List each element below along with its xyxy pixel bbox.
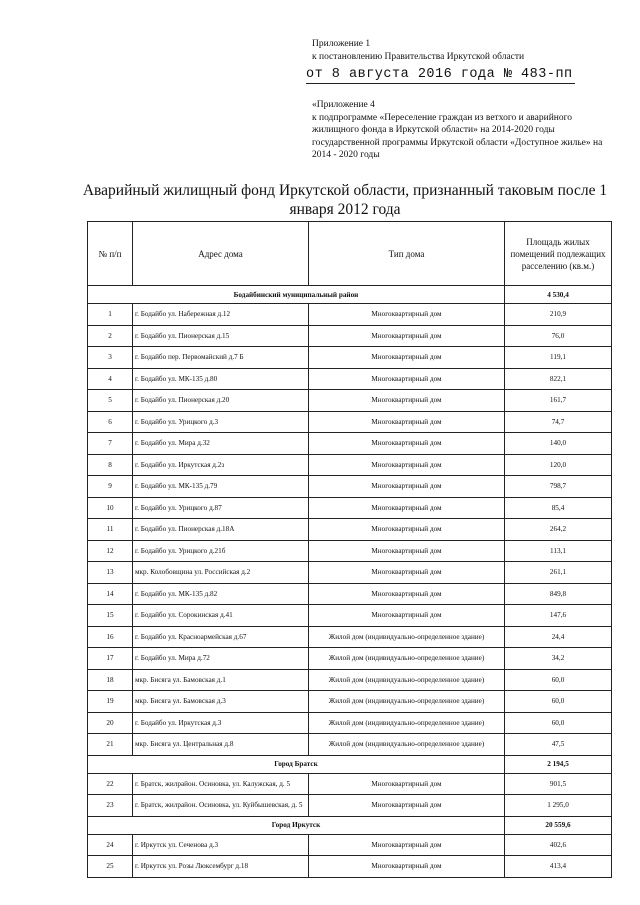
- row-house-type: Многоквартирный дом: [309, 519, 505, 541]
- row-number: 24: [88, 834, 133, 856]
- row-house-type: Многоквартирный дом: [309, 540, 505, 562]
- row-house-type: Жилой дом (индивидуально-определенное здание): [309, 712, 505, 734]
- table-row: [88, 795, 612, 817]
- row-number: 14: [88, 583, 133, 605]
- row-house-type: Многоквартирный дом: [309, 834, 505, 856]
- row-area: 413,4: [505, 856, 612, 878]
- row-house-type: Жилой дом (индивидуально-определенное здание): [309, 734, 505, 756]
- table-row: [88, 856, 612, 878]
- appendix1-to: к постановлению Правительства Иркутской области: [312, 51, 525, 62]
- table-row: [88, 648, 612, 670]
- table-header-row: [88, 222, 612, 286]
- row-area: 76,0: [505, 325, 612, 347]
- decree-stamp: от 8 августа 2016 года № 483-пп: [306, 67, 573, 82]
- table-row: [88, 773, 612, 795]
- row-area: 210,9: [505, 304, 612, 326]
- row-area: 822,1: [505, 368, 612, 390]
- row-house-type: Многоквартирный дом: [309, 795, 505, 817]
- row-address: г. Братск, жилрайон. Осиновка, ул. Куйбышевская, д. 5: [133, 795, 309, 817]
- table-row: [88, 605, 612, 627]
- section-total: 20 559,6: [505, 816, 612, 834]
- row-area: 120,0: [505, 454, 612, 476]
- row-house-type: Многоквартирный дом: [309, 347, 505, 369]
- row-number: 10: [88, 497, 133, 519]
- row-number: 22: [88, 773, 133, 795]
- row-area: 261,1: [505, 562, 612, 584]
- row-area: 119,1: [505, 347, 612, 369]
- table-row: [88, 454, 612, 476]
- section-row: [88, 755, 612, 773]
- table-body: [88, 286, 612, 878]
- row-house-type: Многоквартирный дом: [309, 773, 505, 795]
- table-row: [88, 497, 612, 519]
- row-number: 12: [88, 540, 133, 562]
- col-type-header: Тип дома: [309, 222, 505, 286]
- row-address: г. Бодайбо ул. Мира д.32: [133, 433, 309, 455]
- table-row: [88, 583, 612, 605]
- col-addr-header: Адрес дома: [133, 222, 309, 286]
- row-address: г. Иркутск ул. Розы Люксембург д.18: [133, 856, 309, 878]
- appendix1-header: [312, 38, 524, 63]
- section-name: Город Братск: [88, 755, 505, 773]
- appendix4-text: к подпрограмме «Переселение граждан из ветхого и аварийного жилищного фонда в Иркутской области» на 2014-2020 годы государственной программы Иркутской области «Доступное жилье» на 2014 - 2020 годы: [312, 112, 603, 160]
- row-number: 4: [88, 368, 133, 390]
- appendix4-label: «Приложение 4: [312, 100, 375, 110]
- row-number: 23: [88, 795, 133, 817]
- row-number: 17: [88, 648, 133, 670]
- page-title: Аварийный жилищный фонд Иркутской области, признанный таковым после 1 января 2012 года: [82, 182, 608, 218]
- row-number: 1: [88, 304, 133, 326]
- row-area: 74,7: [505, 411, 612, 433]
- table-row: [88, 734, 612, 756]
- row-address: г. Бодайбо ул. Сорокинская д.41: [133, 605, 309, 627]
- table-row: [88, 433, 612, 455]
- col-area-header: Площадь жилых помещений подлежащих расселению (кв.м.): [505, 222, 612, 286]
- row-number: 18: [88, 669, 133, 691]
- section-total: 4 530,4: [505, 286, 612, 304]
- row-area: 113,1: [505, 540, 612, 562]
- row-number: 3: [88, 347, 133, 369]
- row-house-type: Многоквартирный дом: [309, 497, 505, 519]
- row-address: мкр. Бисяга ул. Бамовская д.1: [133, 669, 309, 691]
- row-house-type: Жилой дом (индивидуально-определенное здание): [309, 691, 505, 713]
- row-address: мкр. Колобовщина ул. Российская д.2: [133, 562, 309, 584]
- section-name: Город Иркутск: [88, 816, 505, 834]
- row-address: г. Бодайбо ул. Урицкого д.3: [133, 411, 309, 433]
- row-address: г. Бодайбо ул. Урицкого д.21б: [133, 540, 309, 562]
- row-area: 1 295,0: [505, 795, 612, 817]
- row-house-type: Многоквартирный дом: [309, 390, 505, 412]
- row-area: 161,7: [505, 390, 612, 412]
- row-address: г. Бодайбо ул. Пионерская д.15: [133, 325, 309, 347]
- appendix1-label: Приложение 1: [312, 39, 371, 49]
- row-area: 47,5: [505, 734, 612, 756]
- row-area: 60,0: [505, 669, 612, 691]
- row-address: г. Бодайбо ул. Иркутская д.2з: [133, 454, 309, 476]
- row-address: г. Бодайбо ул. Пионерская д.18А: [133, 519, 309, 541]
- row-area: 60,0: [505, 712, 612, 734]
- row-house-type: Жилой дом (индивидуально-определенное здание): [309, 669, 505, 691]
- row-area: 85,4: [505, 497, 612, 519]
- section-total: 2 194,5: [505, 755, 612, 773]
- row-area: 60,0: [505, 691, 612, 713]
- row-number: 11: [88, 519, 133, 541]
- row-address: г. Бодайбо пер. Первомайский д.7 Б: [133, 347, 309, 369]
- table-row: [88, 691, 612, 713]
- row-address: г. Бодайбо ул. Иркутская д.3: [133, 712, 309, 734]
- row-number: 7: [88, 433, 133, 455]
- row-address: мкр. Бисяга ул. Центральная д.8: [133, 734, 309, 756]
- row-address: г. Бодайбо ул. Красноармейская д.67: [133, 626, 309, 648]
- row-address: г. Бодайбо ул. Мира д.72: [133, 648, 309, 670]
- row-number: 15: [88, 605, 133, 627]
- row-address: г. Бодайбо ул. Набережная д.12: [133, 304, 309, 326]
- row-house-type: Многоквартирный дом: [309, 433, 505, 455]
- appendix4-header: [312, 99, 612, 162]
- row-number: 13: [88, 562, 133, 584]
- row-number: 25: [88, 856, 133, 878]
- row-house-type: Многоквартирный дом: [309, 325, 505, 347]
- section-row: [88, 816, 612, 834]
- row-number: 19: [88, 691, 133, 713]
- table-row: [88, 626, 612, 648]
- row-house-type: Многоквартирный дом: [309, 856, 505, 878]
- row-house-type: Многоквартирный дом: [309, 562, 505, 584]
- table-row: [88, 540, 612, 562]
- row-number: 20: [88, 712, 133, 734]
- row-house-type: Многоквартирный дом: [309, 368, 505, 390]
- row-number: 2: [88, 325, 133, 347]
- section-name: Бодайбинский муниципальный район: [88, 286, 505, 304]
- row-house-type: Многоквартирный дом: [309, 454, 505, 476]
- table-row: [88, 347, 612, 369]
- table-row: [88, 834, 612, 856]
- row-house-type: Многоквартирный дом: [309, 304, 505, 326]
- table-row: [88, 562, 612, 584]
- row-address: мкр. Бисяга ул. Бамовская д.3: [133, 691, 309, 713]
- row-area: 264,2: [505, 519, 612, 541]
- row-number: 6: [88, 411, 133, 433]
- table-row: [88, 325, 612, 347]
- row-house-type: Многоквартирный дом: [309, 411, 505, 433]
- housing-table: [87, 221, 612, 878]
- table-row: [88, 669, 612, 691]
- row-address: г. Бодайбо ул. Урицкого д.87: [133, 497, 309, 519]
- row-number: 9: [88, 476, 133, 498]
- table-row: [88, 390, 612, 412]
- row-area: 34,2: [505, 648, 612, 670]
- row-area: 849,8: [505, 583, 612, 605]
- row-house-type: Многоквартирный дом: [309, 605, 505, 627]
- row-area: 140,0: [505, 433, 612, 455]
- row-address: г. Иркутск ул. Сеченова д.3: [133, 834, 309, 856]
- row-house-type: Многоквартирный дом: [309, 476, 505, 498]
- row-area: 147,6: [505, 605, 612, 627]
- table-row: [88, 712, 612, 734]
- table-row: [88, 304, 612, 326]
- row-address: г. Бодайбо ул. Пионерская д.20: [133, 390, 309, 412]
- section-row: [88, 286, 612, 304]
- row-number: 5: [88, 390, 133, 412]
- table-row: [88, 476, 612, 498]
- row-number: 16: [88, 626, 133, 648]
- row-number: 21: [88, 734, 133, 756]
- row-house-type: Жилой дом (индивидуально-определенное здание): [309, 648, 505, 670]
- row-address: г. Бодайбо ул. МК-135 д.79: [133, 476, 309, 498]
- table-row: [88, 368, 612, 390]
- row-number: 8: [88, 454, 133, 476]
- row-address: г. Бодайбо ул. МК-135 д.82: [133, 583, 309, 605]
- row-area: 901,5: [505, 773, 612, 795]
- row-address: г. Бодайбо ул. МК-135 д.80: [133, 368, 309, 390]
- row-address: г. Братск, жилрайон. Осиновка, ул. Калужская, д. 5: [133, 773, 309, 795]
- row-area: 24,4: [505, 626, 612, 648]
- table-row: [88, 411, 612, 433]
- col-num-header: № п/п: [88, 222, 133, 286]
- row-house-type: Жилой дом (индивидуально-определенное здание): [309, 626, 505, 648]
- row-house-type: Многоквартирный дом: [309, 583, 505, 605]
- table-row: [88, 519, 612, 541]
- row-area: 798,7: [505, 476, 612, 498]
- row-area: 402,6: [505, 834, 612, 856]
